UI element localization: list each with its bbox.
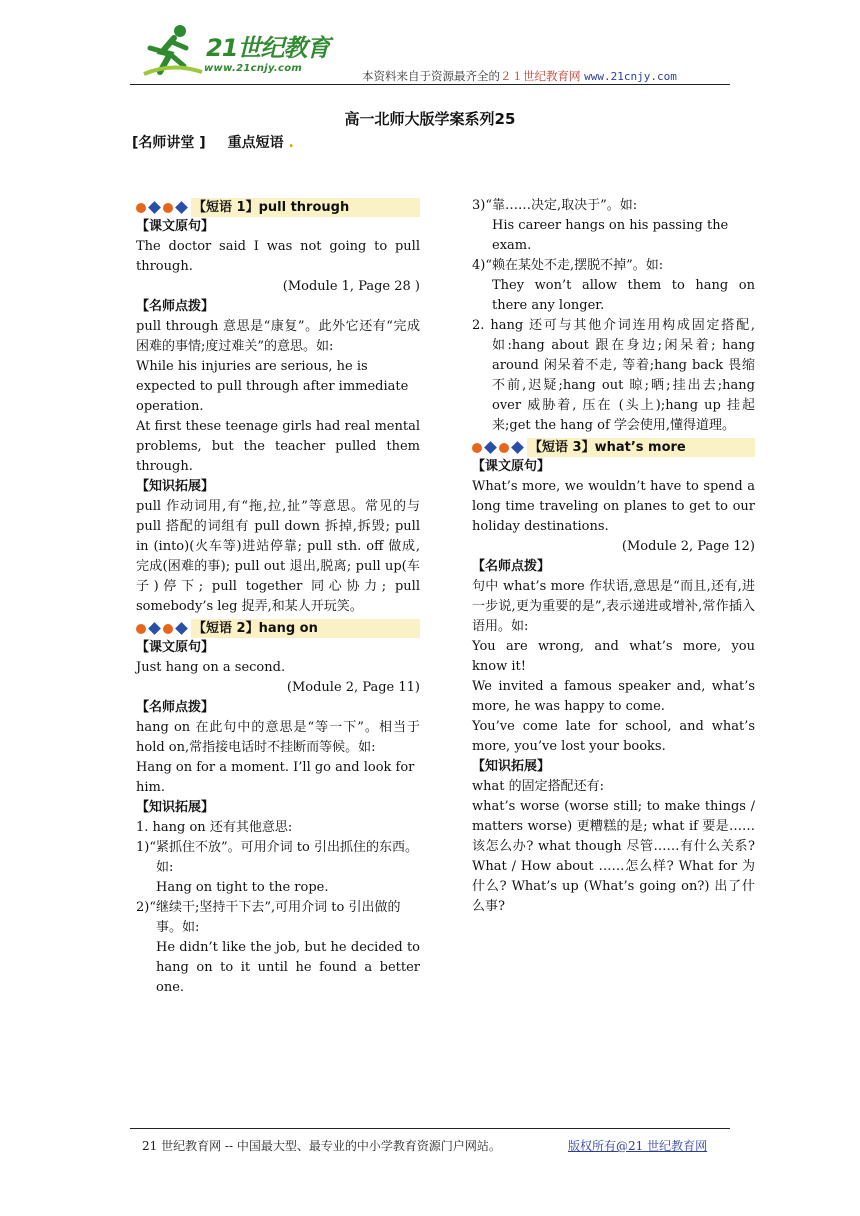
phrase2-tips-label: 【名师点拨】 (136, 700, 215, 715)
phrase2-original-text: Just hang on a second. (136, 660, 286, 675)
phrase1-source: (Module 1, Page 28 ) (282, 279, 420, 294)
bullet-icons (136, 203, 187, 213)
phrase3-tips-text: 句中 what’s more 作状语,意思是“而且,还有,进一步说,更为重要的是”,表示递进或增补,常作插入语用。如: (472, 579, 755, 634)
phrase3-banner (472, 438, 755, 457)
page-footer (142, 1137, 708, 1154)
phrase1-title: 【短语 1】pull through (191, 198, 420, 217)
page-title: 高一北师大版学案系列25 (344, 110, 516, 128)
logo-url: www.21cnjy.com (204, 63, 303, 74)
phrase1-ext-label: 【知识拓展】 (136, 479, 215, 494)
phrase3-original-label: 【课文原句】 (472, 459, 551, 474)
page-header (130, 18, 730, 84)
phrase2-example: Hang on for a moment. I’ll go and look for him. (136, 760, 415, 795)
phrase1-tips-label: 【名师点拨】 (136, 299, 215, 314)
footer-divider (130, 1128, 730, 1129)
header-note-brand[interactable]: ２１世纪教育网 (500, 69, 581, 83)
logo-text: 21世纪教育 (206, 34, 330, 62)
subheading-dot: . (288, 135, 294, 151)
phrase1-example: While his injuries are serious, he is expected to pull through after immediate operation. (136, 359, 409, 414)
orange-dot-icon (499, 443, 509, 453)
hang-on-example: His career hangs on his passing the exam. (492, 218, 729, 253)
phrase1-ext-text: pull 作动词用,有“拖,拉,扯”等意思。常见的与 pull 搭配的词组有 pull down 拆掉,拆毁; pull in (into)(火车等)进站停靠; pull sth. off 做成,完成(困难的事); pull out 退出,脱离; pull up(车子)停下; pull together 同心协力; pull somebody’s leg 捉弄,和某人开玩笑。 (136, 499, 420, 614)
phrase1-tips-text: pull through 意思是“康复”。此外它还有“完成困难的事情;度过难关”的意思。如: (136, 319, 420, 354)
subheading-right: 重点短语 (227, 135, 284, 151)
phrase2-banner (136, 619, 420, 638)
phrase2-tips-text: hang on 在此句中的意思是“等一下”。相当于 hold on,常指接电话时不挂断而等候。如: (136, 720, 420, 755)
hang-on-item: 3)“靠……决定,取决于”。如: (472, 198, 638, 213)
phrase3-source: (Module 2, Page 12) (621, 539, 755, 554)
site-logo (140, 22, 340, 80)
section-subheading (132, 132, 294, 152)
orange-dot-icon (472, 443, 482, 453)
orange-dot-icon (136, 203, 146, 213)
phrase3-original-text: What’s more, we wouldn’t have to spend a long time traveling on planes to get to our holiday destinations. (472, 479, 755, 534)
subheading-left: [名师讲堂 ] (132, 135, 206, 151)
phrase2-source: (Module 2, Page 11) (286, 680, 420, 695)
phrase1-original-text: The doctor said I was not going to pull through. (136, 239, 420, 274)
header-note (362, 68, 677, 84)
blue-diamond-icon (175, 622, 188, 635)
phrase3-tips-label: 【名师点拨】 (472, 559, 551, 574)
orange-dot-icon (136, 624, 146, 634)
phrase3-ext-intro: what 的固定搭配还有: (472, 779, 604, 794)
running-figure-icon (140, 22, 204, 80)
phrase3-example: You’ve come late for school, and what’s more, you’ve lost your books. (472, 719, 755, 754)
phrase2-ext-intro: 1. hang on 还有其他意思: (136, 820, 293, 835)
blue-diamond-icon (511, 441, 524, 454)
orange-dot-icon (163, 203, 173, 213)
phrase1-example: At first these teenage girls had real mental problems, but the teacher pulled them through. (136, 419, 420, 474)
footer-text: 21 世纪教育网 -- 中国最大型、最专业的中小学教育资源门户网站。 (142, 1139, 501, 1153)
phrase3-title: 【短语 3】what’s more (527, 438, 755, 457)
header-note-prefix: 本资料来自于资源最齐全的 (362, 69, 500, 83)
bullet-icons (136, 624, 187, 634)
phrase2-ext-label: 【知识拓展】 (136, 800, 215, 815)
phrase3-ext-label: 【知识拓展】 (472, 759, 551, 774)
phrase2-original-label: 【课文原句】 (136, 640, 215, 655)
phrase2-ext-item: 2)“继续干;坚持干下去”,可用介词 to 引出做的事。如: (136, 900, 401, 935)
phrase2-ext-example: Hang on tight to the rope. (156, 880, 329, 895)
hang-on-item: 4)“赖在某处不走,摆脱不掉”。如: (472, 258, 664, 273)
hang-on-example: They won’t allow them to hang on there any longer. (492, 278, 755, 313)
header-note-url[interactable]: www.21cnjy.com (584, 70, 677, 83)
copyright-link[interactable]: 版权所有@21 世纪教育网 (568, 1139, 708, 1153)
header-divider (130, 84, 730, 85)
left-column (136, 196, 420, 998)
phrase1-original-label: 【课文原句】 (136, 219, 215, 234)
phrase3-ext-text: what’s worse (worse still; to make things / matters worse) 更糟糕的是; what if 要是……该怎么办? what though 尽管……有什么关系? What / How about ……怎么样? What for 为什么? What’s up (What’s going on?) 出了什么事? (472, 799, 755, 914)
right-column (472, 196, 755, 917)
phrase3-example: You are wrong, and what’s more, you know it! (472, 639, 755, 674)
phrase3-example: We invited a famous speaker and, what’s more, he was happy to come. (472, 679, 755, 714)
blue-diamond-icon (175, 201, 188, 214)
hang-collocations: 2. hang 还可与其他介词连用构成固定搭配,如:hang about 跟在身边;闲呆着; hang around 闲呆着不走, 等着;hang back 畏缩不前,迟疑;hang out 晾;晒;挂出去;hang over 威胁着, 压在 (头上);hang up 挂起来;get the hang of 学会使用,懂得道理。 (472, 318, 755, 433)
blue-diamond-icon (148, 201, 161, 214)
phrase2-ext-example: He didn’t like the job, but he decided to hang on to it until he found a better one. (156, 940, 420, 995)
orange-dot-icon (163, 624, 173, 634)
blue-diamond-icon (484, 441, 497, 454)
blue-diamond-icon (148, 622, 161, 635)
phrase2-title: 【短语 2】hang on (191, 619, 420, 638)
bullet-icons (472, 443, 523, 453)
phrase2-ext-item: 1)“紧抓住不放”。可用介词 to 引出抓住的东西。如: (136, 840, 418, 875)
phrase1-banner (136, 198, 420, 217)
